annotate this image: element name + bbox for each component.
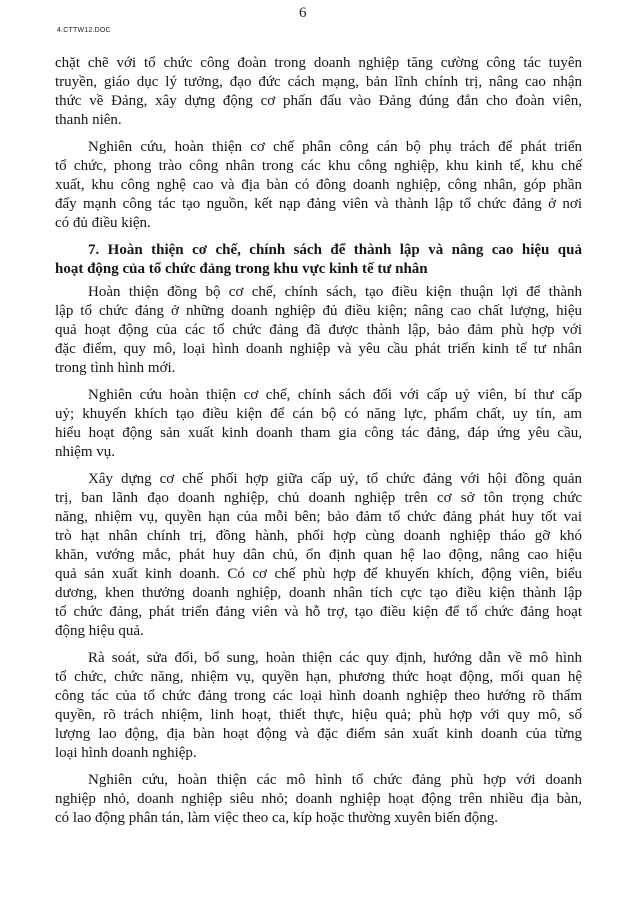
paragraph-line: hiểu hoạt động sản xuất kinh doanh tham gia công tác đảng, đáp ứng yêu cầu, <box>55 425 582 441</box>
paragraph-line: động hiệu quả. <box>55 623 144 639</box>
paragraph-line: trị, ban lãnh đạo doanh nghiệp, chủ doanh nghiệp trên cơ sở tôn trọng chức <box>55 490 582 506</box>
paragraph-5 <box>55 470 582 641</box>
paragraph-line: thanh niên. <box>55 112 122 128</box>
paragraph-line: chặt chẽ với tổ chức công đoàn trong doanh nghiệp tăng cường công tác tuyên <box>55 55 582 71</box>
paragraph-line: tổ chức, chức năng, nhiệm vụ, quyền hạn, phương thức hoạt động, mối quan hệ <box>55 669 582 685</box>
paragraph-line: trò hạt nhân chính trị, đồng hành, phối hợp cùng doanh nghiệp tháo gỡ khó <box>55 528 582 544</box>
paragraph-line: lập tổ chức đảng ở những doanh nghiệp đủ điều kiện; nâng cao chất lượng, hiệu <box>55 303 582 319</box>
paragraph-line: nghiệp nhỏ, doanh nghiệp siêu nhỏ; doanh nghiệp hoạt động trên nhiều địa bàn, <box>55 791 582 807</box>
paragraph-7 <box>55 771 582 828</box>
paragraph-line: truyền, giáo dục lý tưởng, đạo đức cách mạng, bản lĩnh chính trị, nâng cao nhận <box>55 74 582 90</box>
section-heading <box>55 241 582 279</box>
paragraph-line: Nghiên cứu, hoàn thiện cơ chế phân công cán bộ phụ trách để phát triển <box>88 139 582 155</box>
paragraph-line: dương, khen thưởng doanh nghiệp, doanh nhân tích cực tạo điều kiện thành lập <box>55 585 582 601</box>
paragraph-line: xuất, khu công nghệ cao và địa bàn có đông doanh nghiệp, công nhân, góp phần <box>55 177 582 193</box>
paragraph-line: lượng lao động, địa bàn hoạt động và đặc điểm sản xuất kinh doanh của từng <box>55 726 582 742</box>
paragraph-line: năng, nhiệm vụ, quyền hạn của mỗi bên; bảo đảm tổ chức đảng phát huy tốt vai <box>55 509 582 525</box>
paragraph-line: uỷ; khuyến khích tạo điều kiện để cán bộ có năng lực, phẩm chất, uy tín, am <box>55 406 582 422</box>
paragraph-line: khăn, vướng mắc, phát huy dân chủ, ổn định quan hệ lao động, nâng cao hiệu <box>55 547 582 563</box>
paragraph-6 <box>55 649 582 763</box>
paragraph-line: quả hoạt động của các tổ chức đảng đã được thành lập, bảo đảm phù hợp với <box>55 322 582 338</box>
paragraph-line: thức về Đảng, xây dựng động cơ phấn đấu vào Đảng đúng đắn cho đoàn viên, <box>55 93 582 109</box>
paragraph-line: nhiệm vụ. <box>55 444 115 460</box>
paragraph-3 <box>55 283 582 378</box>
paragraph-4 <box>55 386 582 462</box>
paragraph-line: Nghiên cứu hoàn thiện cơ chế, chính sách đối với cấp uỷ viên, bí thư cấp <box>88 387 582 403</box>
document-body <box>55 54 582 836</box>
paragraph-line: đẩy mạnh công tác tạo nguồn, kết nạp đảng viên và thành lập tổ chức đảng ở nơi <box>55 196 582 212</box>
page-number: 6 <box>299 5 307 21</box>
paragraph-line: quyền, rõ trách nhiệm, linh hoạt, thiết thực, hiệu quả; phù hợp với quy mô, số <box>55 707 582 723</box>
document-file-code: 4.CTTW12.DOC <box>57 27 111 34</box>
paragraph-line: Nghiên cứu, hoàn thiện các mô hình tổ chức đảng phù hợp với doanh <box>88 772 582 788</box>
paragraph-line: có lao động phân tán, làm việc theo ca, kíp hoặc thường xuyên biến động. <box>55 810 499 826</box>
paragraph-line: công tác của tổ chức đảng trong các loại hình doanh nghiệp theo hướng rõ thẩm <box>55 688 582 704</box>
paragraph-line: trong tình hình mới. <box>55 360 176 376</box>
paragraph-line: có đủ điều kiện. <box>55 215 151 231</box>
heading-line: hoạt động của tổ chức đảng trong khu vực kinh tế tư nhân <box>55 261 428 277</box>
paragraph-line: tổ chức đảng, phát triển đảng viên và hỗ trợ, tạo điều kiện để tổ chức đảng hoạt <box>55 604 582 620</box>
paragraph-1 <box>55 54 582 130</box>
paragraph-line: Rà soát, sửa đổi, bổ sung, hoàn thiện các quy định, hướng dẫn về mô hình <box>88 650 582 666</box>
paragraph-line: Xây dựng cơ chế phối hợp giữa cấp uỷ, tổ chức đảng với hội đồng quản <box>88 471 582 487</box>
paragraph-line: đặc điểm, quy mô, loại hình doanh nghiệp và yêu cầu phát triển kinh tế tư nhân <box>55 341 582 357</box>
heading-line: 7. Hoàn thiện cơ chế, chính sách để thành lập và nâng cao hiệu quả <box>88 242 582 258</box>
paragraph-line: tổ chức, phong trào công nhân trong các khu công nghiệp, khu kinh tế, khu chế <box>55 158 582 174</box>
paragraph-line: quả sản xuất kinh doanh. Có cơ chế phù hợp để khuyến khích, động viên, biểu <box>55 566 582 582</box>
paragraph-line: Hoàn thiện đồng bộ cơ chế, chính sách, tạo điều kiện thuận lợi để thành <box>88 284 582 300</box>
paragraph-line: loại hình doanh nghiệp. <box>55 745 197 761</box>
paragraph-2 <box>55 138 582 233</box>
